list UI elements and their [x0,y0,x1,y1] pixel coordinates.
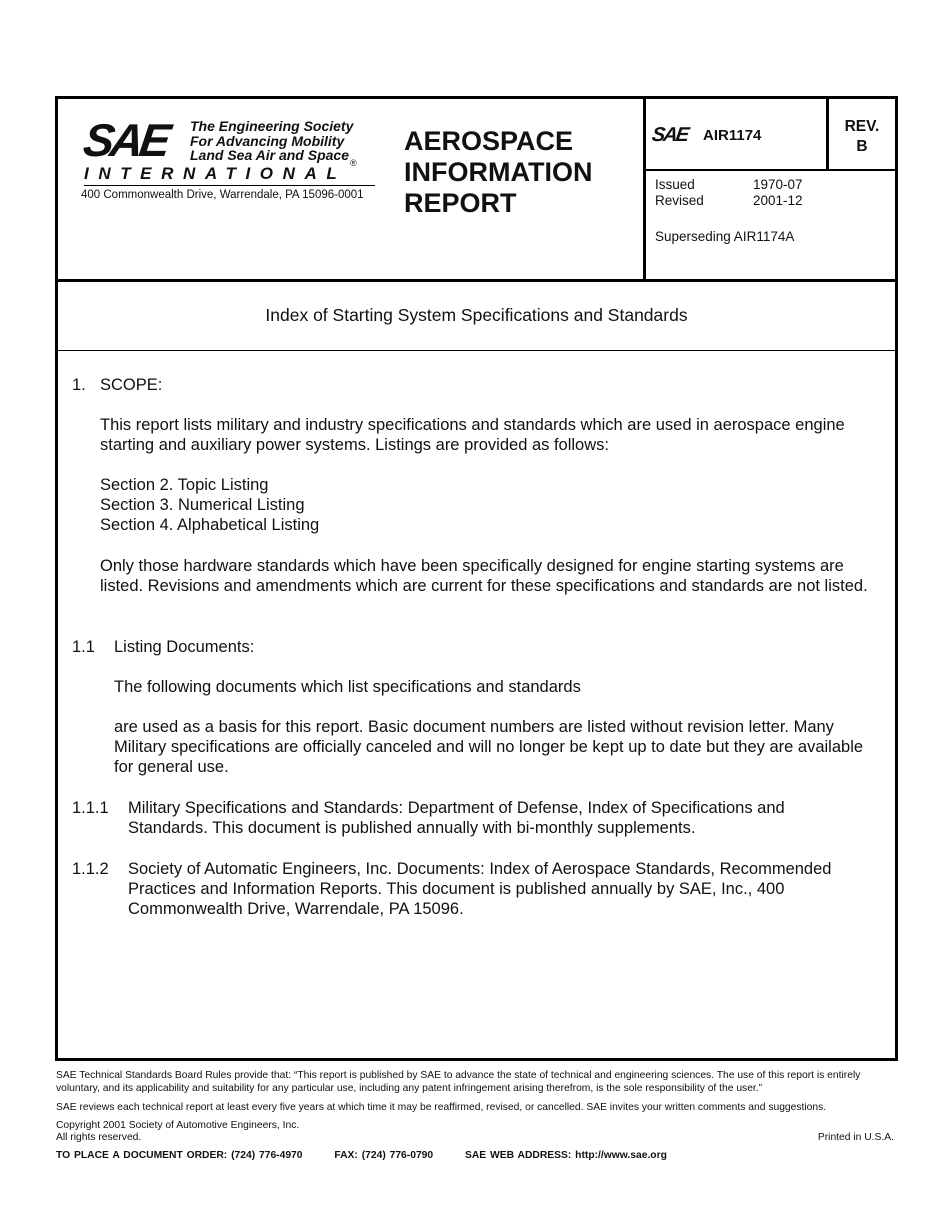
footer-contact [56,1150,695,1163]
paragraph: This report lists military and industry specifications and standards which are used in aerospace engine starting and auxiliary power systems. Listings are provided as follows: [100,416,845,455]
sae-address: 400 Commonwealth Drive, Warrendale, PA 15096-0001 [81,189,364,201]
section-heading: Listing Documents: [114,638,255,656]
paragraph: Military Specifications and Standards: Department of Defense, Index of Specifications and Standards. This document is published annually with bi-monthly supplements. [128,799,785,838]
issued-label: Issued [655,177,695,192]
sae-tagline [190,119,353,163]
revised-value: 2001-12 [753,193,803,208]
list-item: Section 2. Topic Listing [100,476,269,494]
logo-divider [84,185,375,186]
section-heading: SCOPE: [100,376,163,394]
tagline-line: For Advancing Mobility [190,132,345,149]
document-type-line: INFORMATION [404,157,593,187]
footer-review: SAE reviews each technical report at least every five years at which time it may be reaffirmed, revised, or cancelled. SAE invites your written comments and suggestions. [56,1102,827,1113]
order-phone: TO PLACE A DOCUMENT ORDER: (724) 776-4970 [56,1150,303,1161]
list-item: Section 3. Numerical Listing [100,496,305,515]
fax-number: FAX: (724) 776-0790 [334,1150,434,1161]
report-frame [55,96,898,1061]
section-number: 1. [72,376,86,394]
sae-small-logo: SAE [650,124,689,146]
sae-logo-mark: SAE [80,114,171,166]
document-number: AIR1174 [703,127,762,144]
footer-rights: All rights reserved. [56,1132,142,1143]
section-number: 1.1.2 [72,860,109,878]
footer-copyright: Copyright 2001 Society of Automotive Engineers, Inc. [56,1120,300,1131]
revision-box [829,117,895,157]
international-wordmark: INTERNATIONAL [84,164,347,183]
document-type-line: AEROSPACE [404,126,574,156]
footer-printed: Printed in U.S.A. [817,1132,894,1143]
paragraph: Society of Automatic Engineers, Inc. Documents: Index of Aerospace Standards, Recommended Practices and Information Reports. This document is published annually by SAE, Inc., 400 Commonwealth Drive, Warrendale, PA 15096. [128,860,832,919]
section-number: 1.1 [72,638,95,656]
superseding-note: Superseding AIR1174A [655,229,795,244]
report-header [58,99,895,282]
paragraph: The following documents which list specifications and standards [114,678,581,696]
paragraph: Only those hardware standards which have been specifically designed for engine starting systems are listed. Revisions and amendments which are current for these specifications and standards are not listed. [100,557,868,596]
id-divider [646,169,895,171]
revision-label: REV. [844,118,880,135]
document-type-line: REPORT [404,188,517,218]
tagline-line: The Engineering Society [190,118,354,134]
document-title: Index of Starting System Specifications and Standards [265,305,688,325]
revised-label: Revised [655,193,704,208]
paragraph: are used as a basis for this report. Basic document numbers are listed without revision letter. Many Military specifications are officially canceled and will no longer be kept up to date but they are available for general use. [114,718,864,777]
header-divider [643,99,646,279]
list-item: Section 4. Alphabetical Listing [100,516,320,535]
tagline-line: Land Sea Air and Space [190,147,349,163]
section-listing [100,475,319,536]
section-number: 1.1.1 [72,799,109,817]
document-type [404,126,592,219]
title-band [58,282,895,351]
registered-mark: ® [350,158,357,168]
revision-value: B [856,138,868,155]
footer-rules: SAE Technical Standards Board Rules provide that: “This report is published by SAE to advance the state of technical and engineering sciences. The use of this report is entirely voluntary, and its applicability and suitability for any particular use, including any patent infringement arising therefrom, is the sole responsibility of the user.” [56,1070,861,1094]
issued-value: 1970-07 [753,177,803,192]
document-dates [655,177,803,209]
web-address[interactable]: SAE WEB ADDRESS: http://www.sae.org [465,1150,667,1161]
